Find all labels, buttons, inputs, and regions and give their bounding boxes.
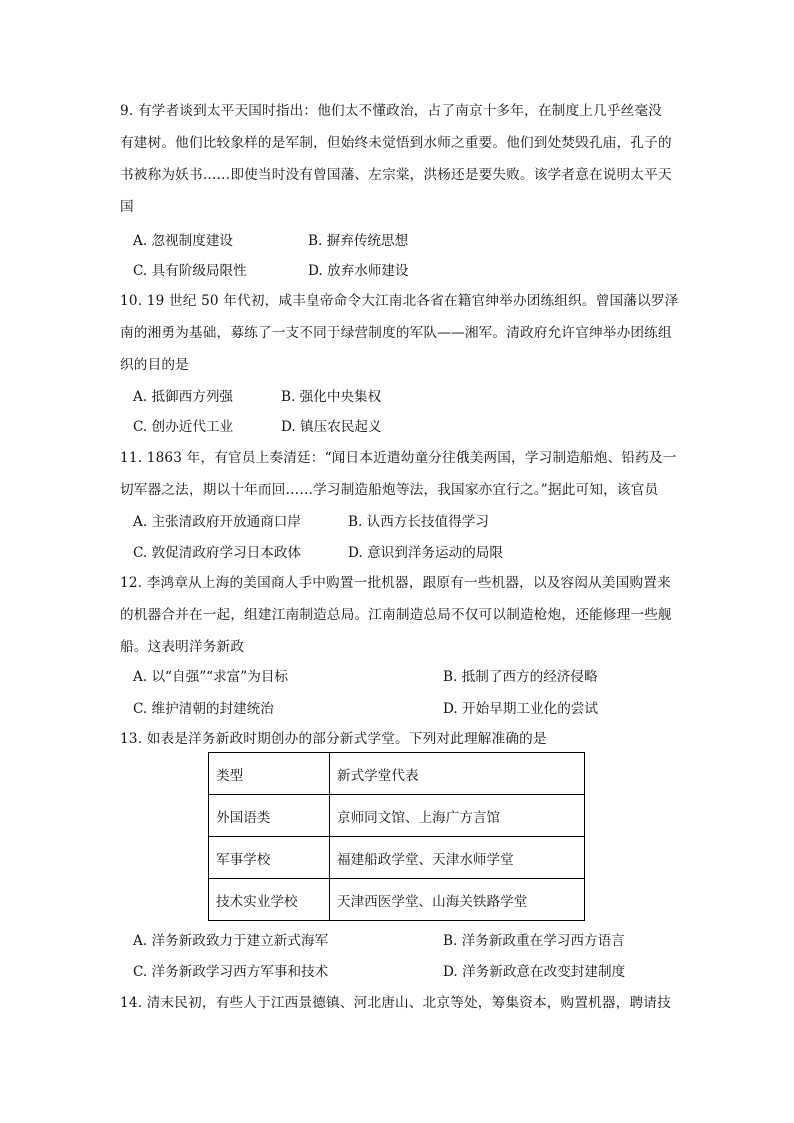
q11-stem-line: 切军器之法，期以十年而回……学习制造船炮等法，我国家亦宜行之。”据此可知，该官员 bbox=[120, 482, 659, 498]
q11-option-c: C. 敦促清政府学习日本政体 bbox=[133, 545, 302, 561]
table-header-row bbox=[209, 753, 585, 795]
q10-stem-line: 10. 19 世纪 50 年代初，咸丰皇帝命令大江南北各省在籍官绅举办团练组织。曾国藩以罗泽 bbox=[120, 293, 679, 309]
q11-option-a: A. 主张清政府开放通商口岸 bbox=[133, 514, 301, 530]
table-cell-schools: 京师同文馆、上海广方言馆 bbox=[330, 795, 585, 837]
q9-stem-line: 有建树。他们比较象样的是军制，但始终未觉悟到水师之重要。他们到处焚毁孔庙，孔子的 bbox=[120, 135, 672, 151]
q9-option-d: D. 放弃水师建设 bbox=[308, 263, 409, 279]
q12-option-b: B. 抵制了西方的经济侵略 bbox=[443, 669, 598, 685]
q11-stem-line: 11. 1863 年，有官员上奏清廷：“闻日本近遣幼童分往俄美两国，学习制造船炮、铅药及一 bbox=[120, 450, 677, 466]
table-row bbox=[209, 837, 585, 879]
q12-stem-line: 的机器合并在一起，组建江南制造总局。江南制造总局不仅可以制造枪炮，还能修理一些舰 bbox=[120, 607, 672, 623]
q13-option-d: D. 洋务新政意在改变封建制度 bbox=[443, 964, 626, 980]
q9-stem-line: 9. 有学者谈到太平天国时指出：他们太不懂政治，占了南京十多年，在制度上几乎丝毫没 bbox=[120, 103, 663, 119]
table-cell-type: 技术实业学校 bbox=[209, 879, 330, 921]
q14-stem-line: 14. 清末民初，有些人于江西景德镇、河北唐山、北京等处，筹集资本，购置机器，聘请技 bbox=[120, 995, 671, 1011]
table-cell-type: 军事学校 bbox=[209, 837, 330, 879]
q13-option-a: A. 洋务新政致力于建立新式海军 bbox=[133, 933, 329, 949]
q12-option-c: C. 维护清朝的封建统治 bbox=[133, 701, 274, 717]
q12-option-a: A. 以“自强”“求富”为目标 bbox=[133, 669, 289, 685]
q10-option-d: D. 镇压农民起义 bbox=[281, 419, 382, 435]
q9-option-c: C. 具有阶级局限性 bbox=[133, 263, 247, 279]
table-row bbox=[209, 795, 585, 837]
q10-option-c: C. 创办近代工业 bbox=[133, 419, 234, 435]
q9-stem-line: 书被称为妖书……即使当时没有曾国藩、左宗棠，洪杨还是要失败。该学者意在说明太平天 bbox=[120, 167, 672, 183]
q9-option-a: A. 忽视制度建设 bbox=[133, 233, 234, 249]
q12-stem-line: 船。这表明洋务新政 bbox=[120, 639, 245, 655]
q10-stem-line: 南的湘勇为基础，募练了一支不同于绿营制度的军队——湘军。清政府允许官绅举办团练组 bbox=[120, 325, 672, 341]
q11-option-b: B. 认西方长技值得学习 bbox=[348, 514, 489, 530]
q10-option-a: A. 抵御西方列强 bbox=[133, 389, 234, 405]
q12-option-d: D. 开始早期工业化的尝试 bbox=[443, 701, 598, 717]
table-cell-schools: 天津西医学堂、山海关铁路学堂 bbox=[330, 879, 585, 921]
q12-stem-line: 12. 李鸿章从上海的美国商人手中购置一批机器，跟原有一些机器，以及容闳从美国购置来 bbox=[120, 575, 671, 591]
table-header-cell: 新式学堂代表 bbox=[330, 753, 585, 795]
q10-option-b: B. 强化中央集权 bbox=[281, 389, 382, 405]
table-header-cell: 类型 bbox=[209, 753, 330, 795]
q10-stem-line: 织的目的是 bbox=[120, 357, 189, 373]
q13-option-c: C. 洋务新政学习西方军事和技术 bbox=[133, 964, 329, 980]
schools-table bbox=[208, 752, 585, 921]
table-cell-type: 外国语类 bbox=[209, 795, 330, 837]
q13-option-b: B. 洋务新政重在学习西方语言 bbox=[443, 933, 625, 949]
q9-stem-line: 国 bbox=[120, 199, 134, 215]
q13-stem-line: 13. 如表是洋务新政时期创办的部分新式学堂。下列对此理解准确的是 bbox=[120, 731, 547, 747]
table-cell-schools: 福建船政学堂、天津水师学堂 bbox=[330, 837, 585, 879]
table-row bbox=[209, 879, 585, 921]
q9-option-b: B. 摒弃传统思想 bbox=[308, 233, 409, 249]
q11-option-d: D. 意识到洋务运动的局限 bbox=[348, 545, 503, 561]
